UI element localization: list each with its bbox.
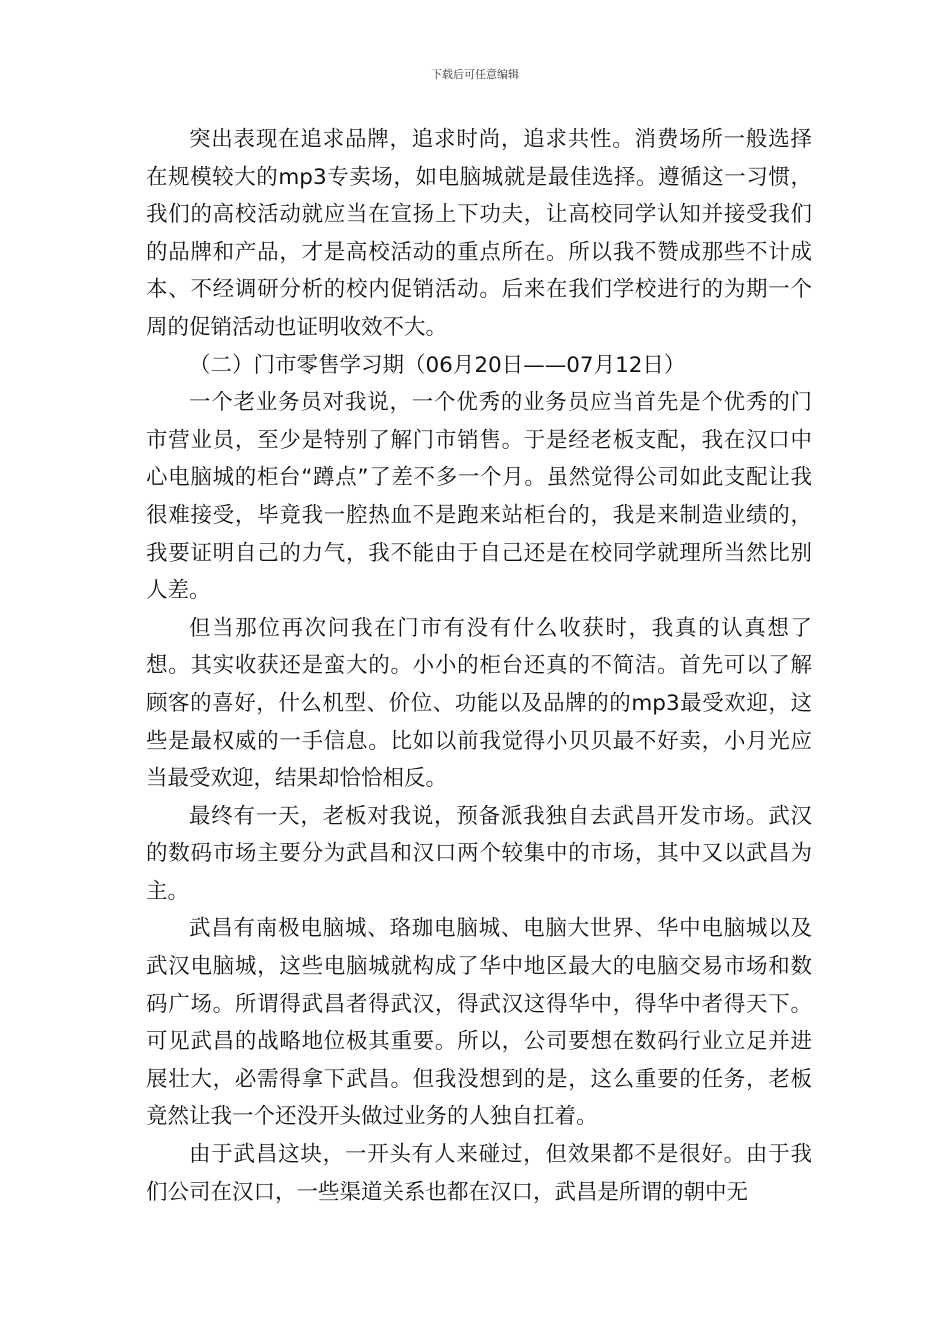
page-header: 下载后可任意编辑 <box>431 68 519 81</box>
paragraph-2: 一个老业务员对我说，一个优秀的业务员应当首先是个优秀的门市营业员，至少是特别了解门市销售。于是经老板支配，我在汉口中心电脑城的柜台“蹲点”了差不多一个月。虽然觉得公司如此支配让我很难接受，毕竟我一腔热血不是跑来站柜台的，我是来制造业绩的，我要证明自己的力气，我不能由于自己还是在校同学就理所当然比别人差。 <box>146 390 812 604</box>
paragraph-4: 最终有一天，老板对我说，预备派我独自去武昌开发市场。武汉的数码市场主要分为武昌和汉口两个较集中的市场，其中又以武昌为主。 <box>146 803 812 904</box>
document-body <box>146 121 812 1211</box>
section-heading: （二）门市零售学习期（06月20日——07月12日） <box>189 352 686 378</box>
paragraph-3: 但当那位再次问我在门市有没有什么收获时，我真的认真想了想。其实收获还是蛮大的。小小的柜台还真的不简洁。首先可以了解顾客的喜好，什么机型、价位、功能以及品牌的的mp3最受欢迎，这些是最权威的一手信息。比如以前我觉得小贝贝最不好卖，小月光应当最受欢迎，结果却恰恰相反。 <box>146 615 812 792</box>
paragraph-6: 由于武昌这块，一开头有人来碰过，但效果都不是很好。由于我们公司在汉口，一些渠道关系也都在汉口，武昌是所谓的朝中无 <box>146 1142 812 1205</box>
paragraph-1: 突出表现在追求品牌，追求时尚，追求共性。消费场所一般选择在规模较大的mp3专卖场，如电脑城就是最佳选择。遵循这一习惯，我们的高校活动就应当在宣扬上下功夫，让高校同学认知并接受我们的品牌和产品，才是高校活动的重点所在。所以我不赞成那些不计成本、不经调研分析的校内促销活动。后来在我们学校进行的为期一个周的促销活动也证明收效不大。 <box>146 127 812 340</box>
paragraph-5: 武昌有南极电脑城、珞珈电脑城、电脑大世界、华中电脑城以及武汉电脑城，这些电脑城就构成了华中地区最大的电脑交易市场和数码广场。所谓得武昌者得武汉，得武汉这得华中，得华中者得天下。可见武昌的战略地位极其重要。所以，公司要想在数码行业立足并进展壮大，必需得拿下武昌。但我没想到的是，这么重要的任务，老板竟然让我一个还没开头做过业务的人独自扛着。 <box>146 916 812 1130</box>
